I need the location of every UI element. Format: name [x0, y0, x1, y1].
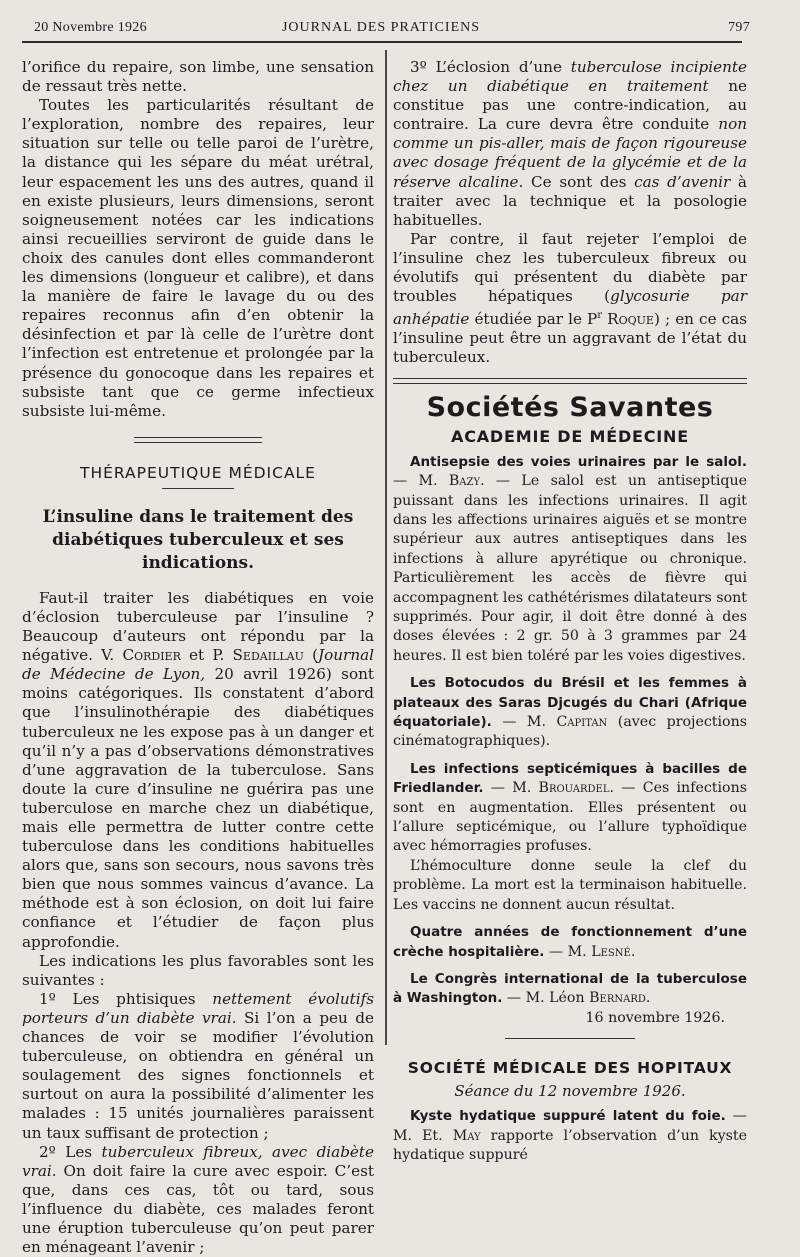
session-date: 16 novembre 1926. — [585, 1009, 725, 1026]
indication-item: 3º L’éclosion d’une tuberculose incipiente chez un diabétique en traitement ne constitue pas une contre-indication, au contraire. La cure devra être conduite non comme un pis-aller, mais de façon rigoureuse avec dosage fréquent de la glycémie et de la réserve alcaline. Ce sont des cas d’avenir à traiter avec la technique et la posologie habituelles. — [393, 58, 747, 229]
right-column — [393, 58, 747, 1166]
society-abstract: Antisepsie des voies urinaires par le salol. — M. Bazy. — Le salol est un antiseptique puissant dans les infections urinaires. Il agit dans les affections urinaires aiguës et se montre supérieur aux autres antiseptiques dans les infections à allure apyrétique ou chronique. Particulièrement les accès de fièvre qui accompagnent les cathétérismes dilatateurs sont supprimés. Pour agir, il doit être donné à des doses élevées : 2 gr. 50 à 3 grammes par 24 heures. Il est bien toléré par les voies digestives. — [393, 453, 747, 664]
header-date: 20 Novembre 1926 — [34, 20, 147, 35]
column-divider — [385, 50, 387, 1045]
journal-reference: Journal de Médecine de Lyon, — [22, 646, 375, 684]
societe-medicale-heading: SOCIÉTÉ MÉDICALE DES HOPITAUX — [407, 1059, 733, 1078]
paragraph: Toutes les particularités résultant de l’exploration, nombre des repaires, leur situation sur telle ou telle paroi de l’urètre, la distance qui les sépare du méat urétral, leur espacement les uns des autres, quand il en existe plusieurs, leurs dimensions, seront soigneusement notées car les indications ainsi recueillies serviront de guide dans le choix des canules dont elles commanderont les dimensions (longueur et calibre), et dans la manière de faire le lavage du ou des repaires reconnus afin d’en obtenir la désinfection et par là celle de l’urètre dont l’infection est entretenue et prolongée par la présence du gonocoque dans les repaires et subsiste tant que ce germe infectieux subsiste lui-même. — [22, 96, 374, 420]
article-title: L’insuline dans le traitement des diabétiques tuberculeux et ses indications. — [42, 506, 354, 573]
author-name: Roque — [607, 310, 654, 329]
paragraph: L’hémoculture donne seule la clef du problème. La mort est la terminaison habituelle. Les vaccins ne donnent aucun résultat. — [393, 857, 747, 913]
seance-date: Séance du 12 novembre 1926. — [454, 1082, 686, 1101]
author-name: Sedaillau — [232, 646, 304, 665]
academie-heading: ACADEMIE DE MÉDECINE — [451, 426, 689, 446]
left-column — [22, 58, 374, 1257]
society-abstract: Les infections septicémiques à bacilles de Friedlander. — M. Brouardel. — Ces infections sont en augmentation. Elles présentent ou l’allure septicémique, ou l’allure typhoïdique avec hémorragies profuses. — [393, 760, 747, 855]
author-name: Cordier — [122, 646, 181, 665]
society-abstract: Les Botocudos du Brésil et les femmes à plateaux des Saras Djcugés du Chari (Afrique équatoriale). — M. Capitan (avec projections cinématographiques). — [393, 675, 747, 750]
society-abstract: Kyste hydatique suppuré latent du foie. — M. Et. May rapporte l’observation d’un kyste hydatique suppuré — [393, 1108, 747, 1164]
indication-item: 2º Les tuberculeux fibreux, avec diabète vrai. On doit faire la cure avec espoir. C’est que, dans ces cas, tôt ou tard, sous l’influence du diabète, ces malades feront une éruption tuberculeuse qu’on peut parer en ménageant l’avenir ; — [22, 1142, 375, 1257]
society-abstract: Le Congrès international de la tuberculose à Washington. — M. Léon Bernard. — [393, 970, 747, 1007]
header-rule — [22, 41, 742, 43]
indication-item: 1º Les phtisiques nettement évolutifs porteurs d’un diabète vrai. Si l’on a peu de chances de voir se modifier l’évolution tuberculeuse, on obtiendra en général un soulagement des signes fonctionnels et surtout on aura la possibilité d’alimenter les malades : 15 unités journalières paraissent un taux suffisant de protection ; — [22, 989, 374, 1142]
paragraph: Faut-il traiter les diabétiques en voie d’éclosion tuberculeuse par l’insuline ? Beaucoup d’auteurs ont répondu par la négative. V. Cordier et P. Sedaillau (Journal de Médecine de Lyon, 20 avril 1926) sont moins catégoriques. Ils constatent d’abord que l’insulinothérapie des diabétiques tuberculeux ne les expose pas à un danger et qu’il n’y a pas d’observations démonstratives d’une aggravation de la tuberculose. Sans doute la cure d’insuline ne guérira pas une tuberculose en marche chez un diabétique, mais elle permettra de lutter contre cette tuberculose dans les conditions habituelles alors que, sans son secours, nous savons très bien que nous sommes vaincus d’avance. La méthode est à son éclosion, on doit lui faire confiance et l’étudier de façon plus approfondie. — [22, 588, 375, 951]
continued-paragraph: l’orifice du repaire, son limbe, une sensation de ressaut très nette. — [22, 58, 374, 96]
header-journal-title: JOURNAL DES PRATICIENS — [281, 20, 481, 35]
society-abstract: Quatre années de fonctionnement d’une crèche hospitalière. — M. Lesné. — [393, 924, 747, 960]
paragraph: Les indications les plus favorables sont les suivantes : — [22, 951, 374, 989]
header-page-number: 797 — [728, 20, 750, 35]
paragraph: Par contre, il faut rejeter l’emploi de l’insuline chez les tuberculeux fibreux ou évolutifs qui présentent du diabète par troubles hépatiques (glycosurie par anhépatie étudiée par le $P^r$ Roque) ; en ce cas l’insuline peut être un aggravant de l’état du tuberculeux. — [393, 229, 748, 367]
societes-savantes-title: Sociétés Savantes — [426, 391, 714, 423]
running-header — [22, 16, 750, 42]
section-title: THÉRAPEUTIQUE MÉDICALE — [80, 463, 316, 482]
